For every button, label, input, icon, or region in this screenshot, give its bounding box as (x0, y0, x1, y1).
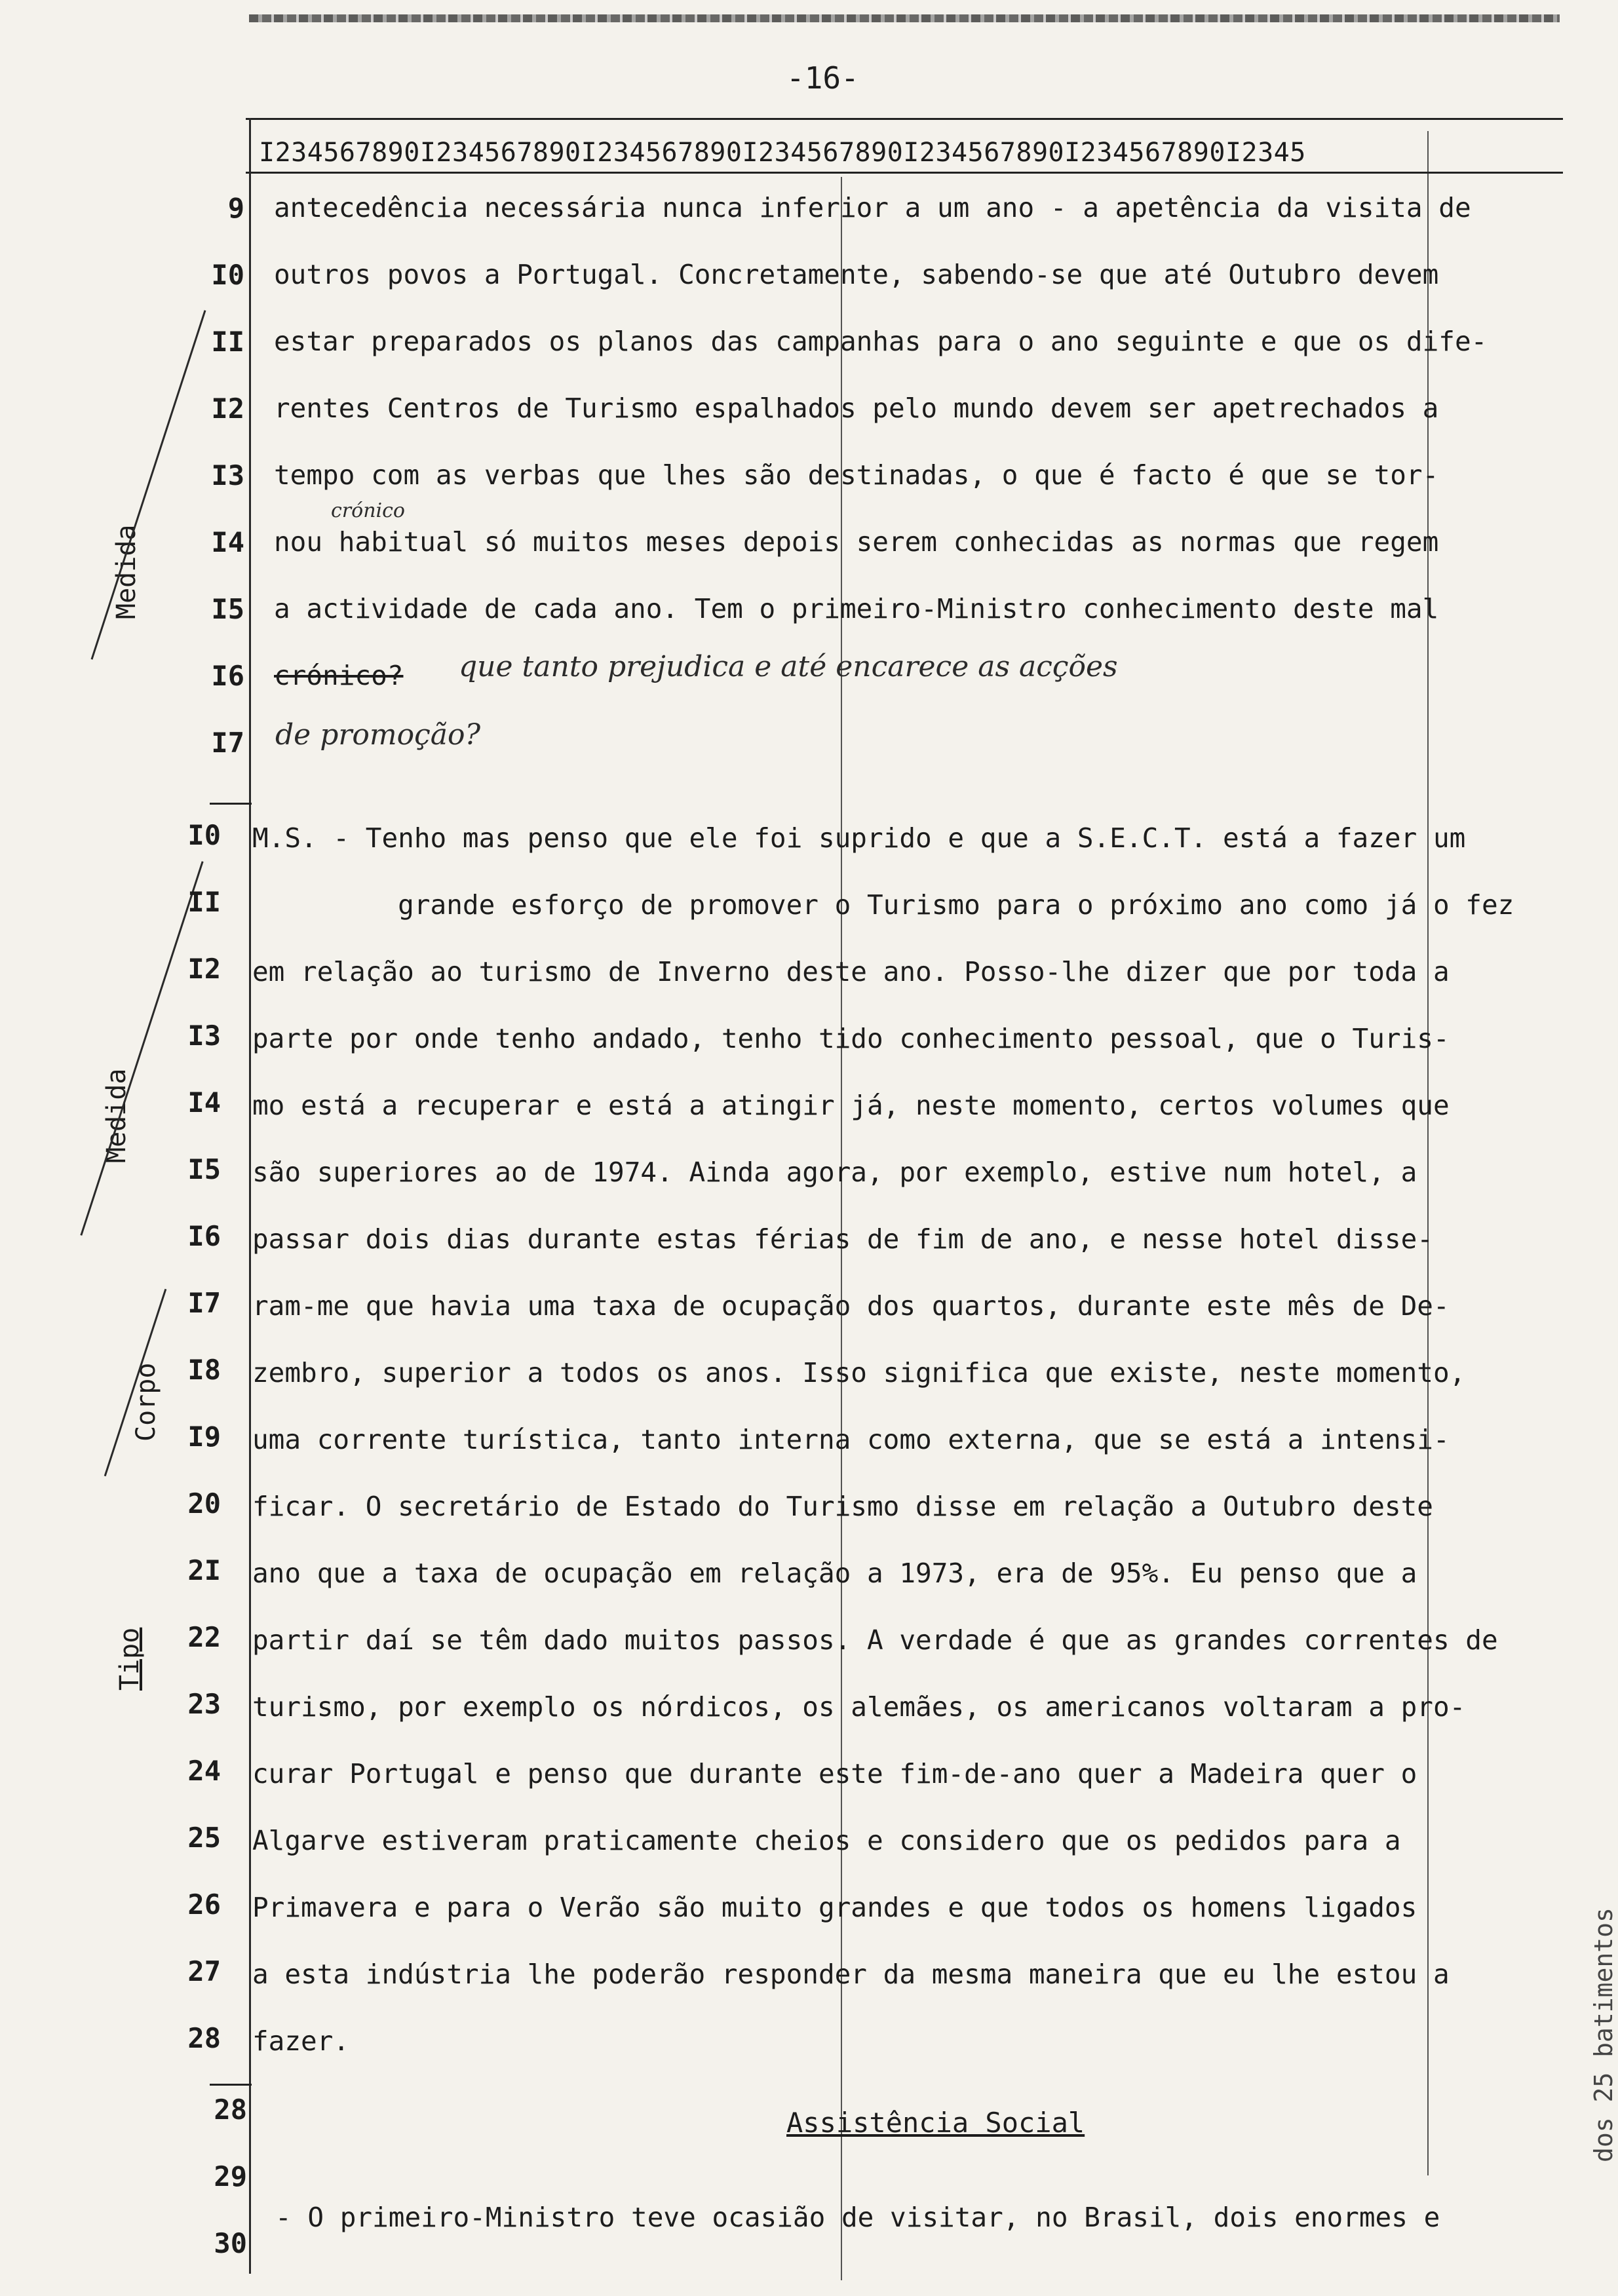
text-line: partir daí se têm dado muitos passos. A verdade é que as grandes correntes de (252, 1624, 1498, 1656)
text-line: uma corrente turística, tanto interna como externa, que se está a intensi- (252, 1424, 1450, 1455)
line-number: II (187, 886, 221, 918)
text-line: em relação ao turismo de Inverno deste ano. Posso-lhe dizer que por toda a (252, 956, 1450, 987)
ruler-top-line (246, 118, 1563, 120)
line-number: I2 (211, 392, 244, 425)
line-number: 28 (187, 2022, 221, 2054)
margin-label-medida-2: Medida (102, 1068, 132, 1163)
line-number: 9 (227, 192, 244, 224)
text-line: rentes Centros de Turismo espalhados pelo mundo devem ser apetrechados a (274, 392, 1439, 424)
text-line: nou habitual só muitos meses depois serem conhecidas as normas que regem (274, 526, 1439, 558)
line-number: II (211, 326, 244, 358)
text-line: ano que a taxa de ocupação em relação a 1973, era de 95%. Eu penso que a (252, 1558, 1417, 1589)
line-number: I8 (187, 1354, 221, 1386)
line-number: I2 (187, 953, 221, 985)
block-separator-1 (210, 803, 252, 805)
text-line: mo está a recuperar e está a atingir já, neste momento, certos volumes que (252, 1090, 1450, 1121)
handwritten-annotation: que tanto prejudica e até encarece as acções (459, 650, 1118, 683)
line-number: 2I (187, 1554, 221, 1586)
line-number: 22 (187, 1621, 221, 1653)
ruler-bottom-line (246, 172, 1563, 174)
line-number: 24 (187, 1755, 221, 1787)
text-line: curar Portugal e penso que durante este fim-de-ano quer a Madeira quer o (252, 1758, 1417, 1789)
text-line: passar dois dias durante estas férias de fim de ano, e nesse hotel disse- (252, 1223, 1433, 1255)
column-guide-2 (1427, 131, 1429, 2175)
text-line: grande esforço de promover o Turismo para o próximo ano como já o fez (252, 889, 1514, 921)
line-number: I6 (187, 1220, 221, 1252)
column-ruler: I234567890I234567890I234567890I234567890I234567890I234567890I2345 (259, 138, 1306, 168)
line-number: I3 (211, 459, 244, 491)
text-line: zembro, superior a todos os anos. Isso significa que existe, neste momento, (252, 1357, 1466, 1388)
page-number: -16- (786, 60, 859, 96)
line-number: I4 (211, 526, 244, 558)
margin-label-medida-1: Medida (111, 524, 142, 619)
text-line: ficar. O secretário de Estado do Turismo disse em relação a Outubro deste (252, 1491, 1433, 1522)
text-line: turismo, por exemplo os nórdicos, os alemães, os americanos voltaram a pro- (252, 1691, 1466, 1723)
line-number: 30 (214, 2227, 247, 2259)
text-line-struck: crónico? (274, 660, 404, 691)
line-number: I0 (187, 819, 221, 851)
line-number: I7 (187, 1287, 221, 1319)
text-line: parte por onde tenho andado, tenho tido conhecimento pessoal, que o Turis- (252, 1023, 1450, 1054)
text-line: fazer. (252, 2025, 350, 2057)
text-line: são superiores ao de 1974. Ainda agora, por exemplo, estive num hotel, a (252, 1157, 1417, 1188)
scan-top-border (249, 14, 1560, 22)
text-line: M.S. - Tenho mas penso que ele foi suprido e que a S.E.C.T. está a fazer um (252, 822, 1466, 854)
line-number: I0 (211, 259, 244, 291)
line-number: 25 (187, 1822, 221, 1854)
handwritten-annotation: de promoção? (275, 718, 481, 752)
line-number: 29 (214, 2160, 247, 2192)
text-line: - O primeiro-Ministro teve ocasião de visitar, no Brasil, dois enormes e (275, 2202, 1440, 2233)
line-number: 20 (187, 1487, 221, 1520)
line-number: 23 (187, 1688, 221, 1720)
margin-label-tipo: Tipo (115, 1627, 145, 1691)
handwritten-insert: crónico (331, 499, 405, 522)
line-number: I5 (187, 1153, 221, 1185)
line-number-gutter-border (249, 118, 251, 2274)
margin-label-corpo: Corpo (131, 1362, 161, 1442)
section-title: Assistência Social (786, 2107, 1085, 2139)
line-number: 28 (214, 2094, 247, 2126)
line-number: I3 (187, 1020, 221, 1052)
line-number: I9 (187, 1421, 221, 1453)
text-line: Primavera e para o Verão são muito grandes e que todos os homens ligados (252, 1892, 1417, 1923)
block-separator-2 (210, 2084, 252, 2086)
text-line: tempo com as verbas que lhes são destinadas, o que é facto é que se tor- (274, 459, 1439, 491)
line-number: 26 (187, 1888, 221, 1921)
text-line: a esta indústria lhe poderão responder da mesma maneira que eu lhe estou a (252, 1959, 1450, 1990)
text-line: estar preparados os planos das campanhas para o ano seguinte e que os dife- (274, 326, 1488, 357)
line-number: 27 (187, 1955, 221, 1987)
line-number: I4 (187, 1086, 221, 1119)
line-number: I6 (211, 660, 244, 692)
text-line: ram-me que havia uma taxa de ocupação dos quartos, durante este mês de De- (252, 1290, 1450, 1322)
right-edge-text: dos 25 batimentos (1589, 1907, 1618, 2162)
text-line: Algarve estiveram praticamente cheios e considero que os pedidos para a (252, 1825, 1401, 1856)
line-number: I5 (211, 593, 244, 625)
text-line: antecedência necessária nunca inferior a um ano - a apetência da visita de (274, 192, 1471, 223)
line-number: I7 (211, 727, 244, 759)
text-line: a actividade de cada ano. Tem o primeiro-Ministro conhecimento deste mal (274, 593, 1439, 624)
text-line: outros povos a Portugal. Concretamente, sabendo-se que até Outubro devem (274, 259, 1439, 290)
